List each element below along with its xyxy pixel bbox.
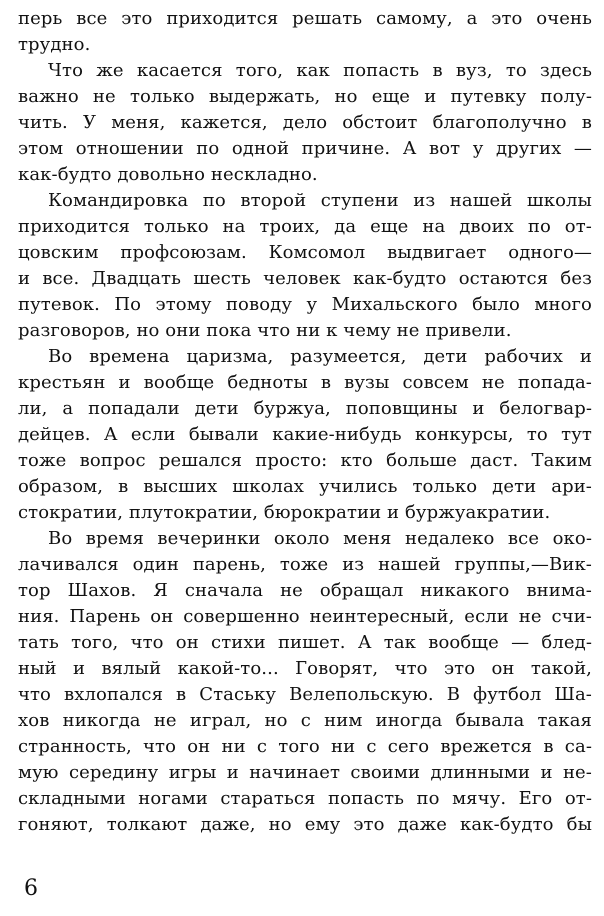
- text-line: этом отношении по одной причине. А вот у других —: [18, 138, 592, 159]
- text-line: ли, а попадали дети буржуа, поповщины и белогвар-: [18, 398, 592, 419]
- text-line: разговоров, но они пока что ни к чему не привели.: [18, 320, 512, 341]
- text-line: как-будто довольно нескладно.: [18, 164, 318, 185]
- text-line: ния. Парень он совершенно неинтересный, если не счи-: [18, 606, 592, 627]
- text-line: крестьян и вообще бедноты в вузы совсем не попада-: [18, 372, 592, 393]
- text-line: что вхлопался в Стаську Велепольскую. В футбол Ша-: [18, 684, 592, 705]
- text-line: мую середину игры и начинает своими длинными и не-: [18, 762, 592, 783]
- text-line: хов никогда не играл, но с ним иногда бывала такая: [18, 710, 592, 731]
- text-line: приходится только на троих, да еще на двоих по от-: [18, 216, 592, 237]
- text-line: цовским профсоюзам. Комсомол выдвигает одного—: [18, 242, 592, 263]
- text-line: складными ногами стараться попасть по мячу. Его от-: [18, 788, 592, 809]
- text-line: ный и вялый какой-то... Говорят, что это он такой,: [18, 658, 592, 679]
- text-line: гоняют, толкают даже, но ему это даже как-будто бы: [18, 814, 592, 835]
- text-line: чить. У меня, кажется, дело обстоит благополучно в: [18, 112, 592, 133]
- text-line: Во время вечеринки около меня недалеко все око-: [48, 528, 592, 549]
- text-line: тор Шахов. Я сначала не обращал никакого внима-: [18, 580, 592, 601]
- page-number: 6: [24, 876, 38, 901]
- text-line: перь все это приходится решать самому, а это очень: [18, 8, 592, 29]
- body-text: [18, 6, 592, 838]
- text-line: путевок. По этому поводу у Михальского было много: [18, 294, 592, 315]
- text-line: лачивался один парень, тоже из нашей группы,—Вик-: [18, 554, 592, 575]
- text-line: трудно.: [18, 34, 91, 55]
- text-line: Командировка по второй ступени из нашей школы: [48, 190, 592, 211]
- text-line: стократии, плутократии, бюрократии и буржуакратии.: [18, 502, 551, 523]
- text-line: образом, в высших школах учились только дети ари-: [18, 476, 592, 497]
- text-line: странность, что он ни с того ни с сего врежется в са-: [18, 736, 592, 757]
- text-line: тоже вопрос решался просто: кто больше даст. Таким: [18, 450, 592, 471]
- text-line: Во времена царизма, разумеется, дети рабочих и: [48, 346, 592, 367]
- text-line: тать того, что он стихи пишет. А так вообще — блед-: [18, 632, 592, 653]
- text-line: важно не только выдержать, но еще и путевку полу-: [18, 86, 592, 107]
- text-line: дейцев. А если бывали какие-нибудь конкурсы, то тут: [18, 424, 592, 445]
- text-line: Что же касается того, как попасть в вуз, то здесь: [48, 60, 592, 81]
- text-line: и все. Двадцать шесть человек как-будто остаются без: [18, 268, 592, 289]
